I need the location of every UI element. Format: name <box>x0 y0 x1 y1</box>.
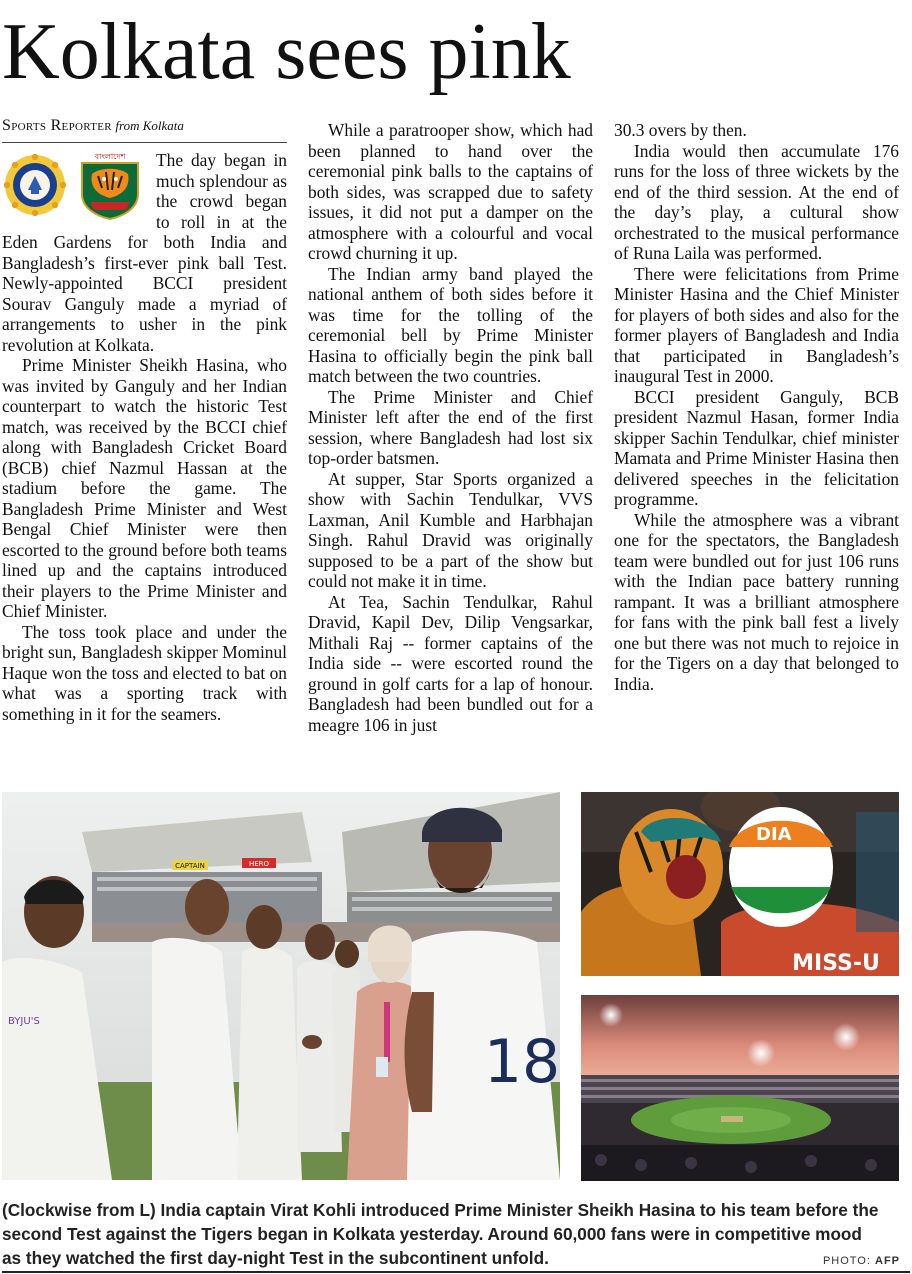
byline-location: from Kolkata <box>115 118 184 133</box>
col1-paragraph: The day began in much splendour as the crowd began to roll in at the Eden Gardens for both India and Bangladesh’s first-ever pink ball Test. Newly-appointed BCCI president Sourav Ganguly made a myriad of arrangements to usher in the pink revolution at Kolkata. <box>2 150 287 355</box>
article-column-3 <box>614 120 899 694</box>
col3-paragraph: 30.3 overs by then. <box>614 120 747 140</box>
photo-caption: (Clockwise from L) India captain Virat Kohli introduced Prime Minister Sheikh Hasina to his team before the second Test against the Tigers began in Kolkata yesterday. Around 60,000 fans were in competitive mood as they watched the first day-night Test in the subcontinent unfold. <box>2 1200 879 1268</box>
logos-block <box>2 150 150 226</box>
bcb-logo <box>76 150 144 220</box>
jersey-number-text: 18 <box>483 1027 560 1097</box>
board-captain-text: CAPTAIN <box>175 862 205 870</box>
col3-paragraph: While the atmosphere was a vibrant one for the spectators, the Bangladesh team were bundled out for just 106 runs with the Indian pace battery running rampant. It was a brilliant atmosphere for fans with the pink ball fest a lively one but there was not much to rejoice in for the Tigers on a day that belonged to India. <box>614 509 899 694</box>
photo-credit-label: PHOTO: <box>822 1255 871 1267</box>
article-column-2 <box>308 120 593 735</box>
photo-stadium-image <box>581 995 899 1181</box>
photo-credit-source: AFP <box>875 1255 900 1267</box>
bcci-logo <box>4 154 66 216</box>
byline <box>2 117 184 135</box>
photo-stadium <box>581 995 899 1181</box>
photo-team-introduction <box>2 792 560 1180</box>
jersey-brand-text: BYJU'S <box>8 1016 40 1027</box>
bcb-logo-text: বাংলাদেশ <box>94 152 126 161</box>
col3-paragraph: BCCI president Ganguly, BCB president Nazmul Hasan, former India skipper Sachin Tendulkar, chief minister Mamata and Prime Minister Hasina then delivered speeches in the felicitation programme. <box>614 386 899 509</box>
col1-paragraph: Prime Minister Sheikh Hasina, who was invited by Ganguly and her Indian counterpart to watch the historic Test match, was received by the BCCI chief along with Bangladesh Cricket Board (BCB) chief Nazmul Hassan at the stadium before the game. The Bangladesh Prime Minister and West Bengal Chief Minister were then escorted to the ground before both teams lined up and the captains introduced their players to the Prime Minister and Chief Minister. <box>2 355 287 621</box>
col3-paragraph: India would then accumulate 176 runs for the loss of three wickets by the end of the third session. At the end of the day’s play, a cultural show orchestrated to the musical performance of Runa Laila was performed. <box>614 140 899 263</box>
col2-paragraph: At Tea, Sachin Tendulkar, Rahul Dravid, Kapil Dev, Dilip Vengsarkar, Mithali Raj -- former captains of the India side -- were escorted round the ground in golf carts for a lap of honour. Bangladesh had been bundled out for a meagre 106 in just <box>308 591 593 735</box>
col2-paragraph: At supper, Star Sports organized a show with Sachin Tendulkar, VVS Laxman, Anil Kumble and Harbhajan Singh. Rahul Dravid was originally supposed to be a part of the show but could not make it in time. <box>308 468 593 591</box>
byline-divider <box>2 142 287 143</box>
col2-paragraph: The Prime Minister and Chief Minister left after the end of the first session, where Bangladesh had lost six top-order batsmen. <box>308 386 593 468</box>
headline: Kolkata sees pink <box>2 8 571 96</box>
photo-team-introduction-image <box>2 792 560 1180</box>
byline-reporter: Sports Reporter <box>2 117 112 134</box>
col2-paragraph: While a paratrooper show, which had been planned to hand over the ceremonial pink balls to the captains of both sides, was scrapped due to safety issues, it did not put a damper on the atmosphere with a colourful and vocal crowd churning it up. <box>308 120 593 263</box>
board-hero-text: HERO <box>248 860 270 868</box>
article-column-1 <box>2 150 287 724</box>
col3-paragraph: There were felicitations from Prime Minister Hasina and the Chief Minister for players of both sides and also for the former players of Bangladesh and India that participated in Bangladesh’s inaugural Test in 2000. <box>614 263 899 386</box>
bottom-divider <box>2 1271 910 1273</box>
photo-fans <box>581 792 899 976</box>
photo-credit <box>823 1255 900 1267</box>
col2-paragraph: The Indian army band played the national anthem of both sides before it was time for the tolling of the ceremonial bell by Prime Minister Hasina to officially begin the pink ball match between the two countries. <box>308 263 593 386</box>
shirt-text: MISS-U <box>792 951 880 976</box>
col1-paragraph: The toss took place and under the bright sun, Bangladesh skipper Mominul Haque won the toss and elected to bat on what was a sporting track with something in it for the seamers. <box>2 621 287 724</box>
face-paint-text: DIA <box>756 824 792 845</box>
photo-fans-image <box>581 792 899 976</box>
